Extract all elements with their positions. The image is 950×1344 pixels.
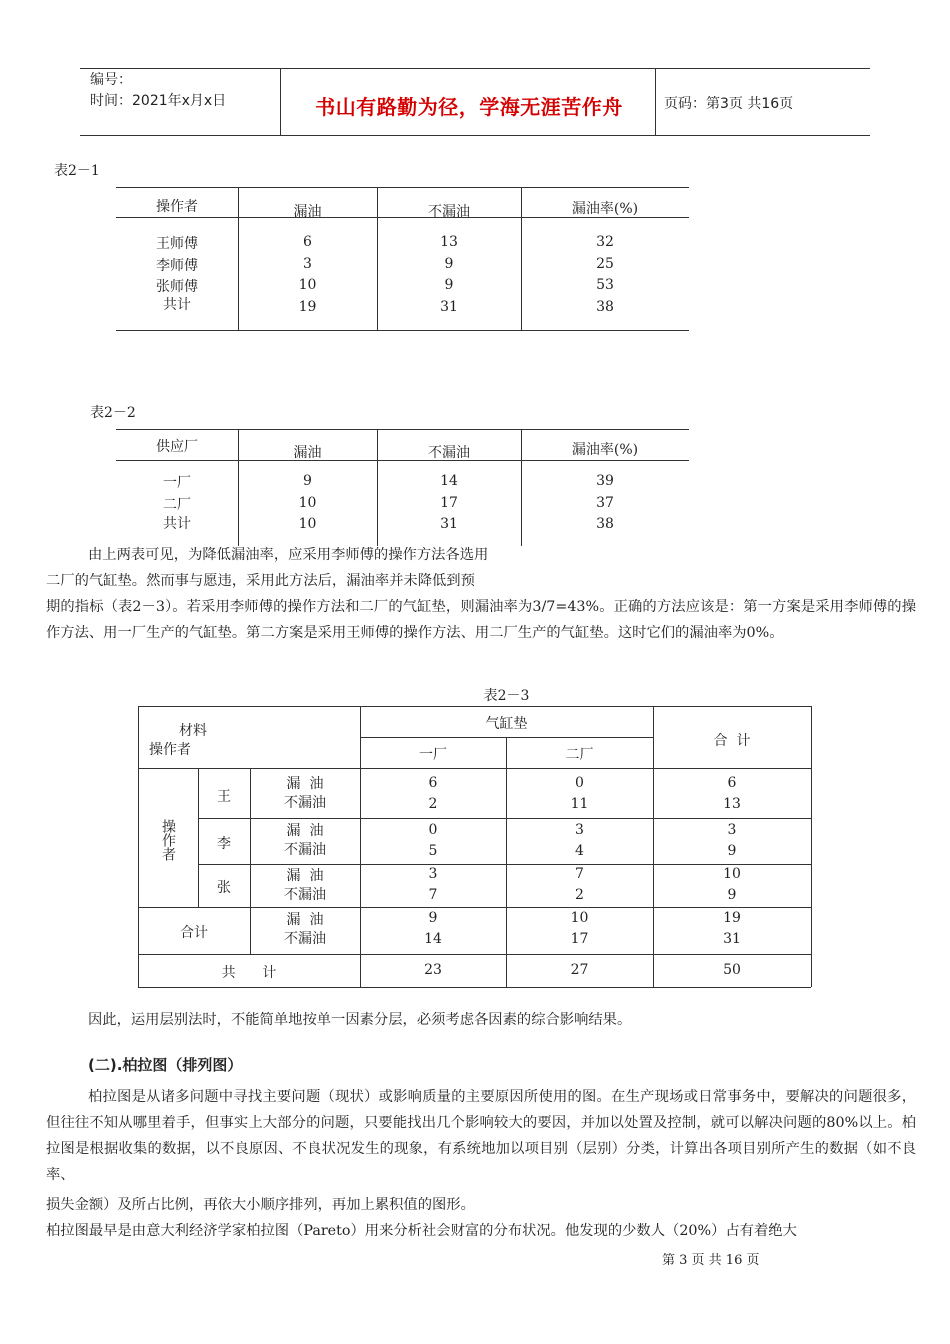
table2-col-supplier [116, 473, 238, 536]
table1-caption: 表2－1 [54, 163, 100, 179]
table3-corner-top: 材料 [179, 723, 207, 739]
table1-cell: 38 [596, 298, 614, 315]
table3-cell: 4 [575, 842, 584, 859]
table3-cell-pair [506, 773, 653, 815]
table3-cell: 10 [723, 866, 741, 882]
paragraph-body: 期的指标（表2－3）。若采用李师傅的操作方法和二厂的气缸垫，则漏油率为3/7=43%。正确的方法应该是：第一方案是采用李师傅的操作方法、用一厂生产的气缸垫。第二方案是采用王师傅的操作方法、用二厂生产的气缸垫。这时它们的漏油率为0%。 [46, 599, 916, 641]
table1-cell: 32 [596, 234, 614, 250]
table3-cell-pair [653, 908, 811, 950]
table3-operator-name: 李 [217, 836, 231, 852]
table3-cell-pair [360, 773, 506, 815]
paragraph-line: 二厂的气缸垫。然而事与愿违，采用此方法后，漏油率并未降低到预 [46, 573, 475, 589]
table3-cell: 7 [428, 886, 438, 903]
table3-noleak-label: 不漏油 [284, 930, 326, 947]
paragraph-line: 由上两表可见，为降低漏油率，应采用李师傅的操作方法各选用 [88, 547, 489, 563]
table3-leak-labels [250, 910, 360, 950]
table2-cell: 10 [298, 494, 317, 511]
table1-cell: 6 [303, 234, 312, 250]
table1-header-operator: 操作者 [156, 199, 198, 215]
table3-cell: 50 [723, 962, 741, 978]
paragraph-body: 因此，运用层别法时，不能简单地按单一因素分层，必须考虑各因素的综合影响结果。 [88, 1012, 632, 1028]
table2-header-noleak: 不漏油 [428, 445, 470, 461]
table3-noleak-label: 不漏油 [284, 841, 326, 858]
table3-cell: 2 [575, 886, 584, 903]
table1-col-leak [238, 232, 377, 318]
table3-grand-label: 共 计 [221, 965, 277, 981]
table1-cell: 王师傅 [156, 236, 198, 252]
table3-cell: 19 [723, 910, 741, 926]
table1-cell: 3 [303, 255, 312, 272]
table2-cell: 二厂 [163, 496, 191, 513]
table3-cell-pair [653, 864, 811, 906]
table1-cell: 13 [440, 234, 458, 250]
table3-cell: 0 [575, 775, 584, 791]
table2-header-rate: 漏油率(%) [571, 442, 639, 458]
table3-cell-pair [360, 864, 506, 906]
table3-col1-header: 一厂 [419, 747, 447, 763]
table3-group-header: 气缸垫 [485, 716, 528, 732]
table2-cell: 共计 [163, 516, 191, 532]
paragraph-line: 损失金额）及所占比例，再依大小顺序排列，再加上累积值的图形。 [46, 1197, 475, 1213]
table3-corner-bottom: 操作者 [149, 742, 191, 758]
table3-cell: 9 [727, 886, 737, 903]
table1-cell: 李师傅 [156, 257, 198, 274]
table2-header-supplier: 供应厂 [156, 439, 198, 455]
table3-caption: 表2－3 [483, 688, 530, 704]
table3-cell: 3 [727, 822, 737, 838]
table3-leak-label: 漏 油 [286, 868, 324, 884]
table3-cell: 23 [424, 962, 442, 978]
table3-cell: 17 [570, 930, 589, 947]
table1-header-leak: 漏油 [293, 204, 322, 220]
table3-cell: 5 [428, 842, 438, 859]
table3-cell-pair [360, 820, 506, 862]
table3-leak-labels [250, 774, 360, 814]
document-number-label: 编号： [90, 72, 132, 88]
table1-col-noleak [377, 232, 521, 318]
table3-cell: 6 [727, 775, 737, 791]
table2-cell: 38 [596, 516, 614, 532]
paragraph-body: 柏拉图是从诸多问题中寻找主要问题（现状）或影响质量的主要原因所使用的图。在生产现场或日常事务中，要解决的问题很多，但往往不知从哪里着手，但事实上大部分的问题，只要能找出几个影响较大的要因，并加以处置及控制，就可以解决问题的80%以上。柏拉图是根据收集的数据，以不良原因、不良状况发生的现象，有系统地加以项目别（层别）分类，计算出各项目别所产生的数据（如不良率、 [46, 1089, 916, 1183]
table3-cell: 27 [570, 962, 589, 978]
table3-cell: 3 [428, 866, 438, 882]
table2-cell: 一厂 [163, 475, 191, 491]
table3-cell-pair [653, 820, 811, 862]
table3-cell: 31 [723, 930, 741, 947]
table1-cell: 25 [596, 255, 614, 272]
table3-col2-header: 二厂 [565, 747, 594, 763]
table2-cell: 9 [303, 473, 312, 489]
table2-col-noleak [377, 471, 521, 536]
table3-cell: 7 [575, 866, 584, 882]
table3-operator-name: 王 [217, 789, 231, 805]
table2-cell: 17 [440, 494, 458, 511]
header-page-info: 页码：第3页 共16页 [664, 96, 794, 112]
table1-header-rate: 漏油率(%) [571, 201, 639, 217]
table3-cell: 3 [575, 822, 584, 838]
table1-cell: 张师傅 [156, 279, 198, 295]
table1-cell: 53 [596, 277, 614, 293]
table3-cell: 6 [428, 775, 438, 791]
header-motto: 书山有路勤为径，学海无涯苦作舟 [315, 95, 623, 119]
table1-col-rate [521, 232, 689, 318]
table1-cell: 10 [298, 277, 317, 293]
document-time-label: 时间：2021年x月x日 [90, 93, 227, 109]
table3-total-header: 合 计 [713, 733, 751, 749]
table2-caption: 表2－2 [90, 405, 136, 421]
table3-operator-name: 张 [217, 880, 231, 896]
table3-subtotal-label: 合计 [180, 925, 208, 941]
table1-cell: 9 [444, 277, 454, 293]
table2-cell: 39 [596, 473, 614, 489]
table2-cell: 37 [596, 494, 614, 511]
paragraph-line: 柏拉图最早是由意大利经济学家柏拉图（Pareto）用来分析社会财富的分布状况。他发现的少数人（20%）占有着绝大 [46, 1223, 797, 1239]
table2-cell: 10 [298, 516, 317, 532]
table2-col-rate [521, 471, 689, 536]
table3-cell: 11 [570, 795, 589, 812]
table3-leak-label: 漏 油 [286, 823, 324, 839]
table1-header-noleak: 不漏油 [428, 204, 470, 220]
table2-header-leak: 漏油 [293, 445, 322, 461]
table3-cell: 0 [428, 822, 438, 838]
section-title: (二).柏拉图（排列图） [88, 1056, 243, 1074]
table3-cell: 10 [570, 910, 589, 926]
table2-col-leak [238, 471, 377, 536]
table3-cell: 2 [428, 795, 438, 812]
table3-leak-labels [250, 866, 360, 906]
table3-leak-labels [250, 821, 360, 861]
table3-noleak-label: 不漏油 [284, 794, 326, 811]
table2-cell: 31 [440, 516, 458, 532]
page-footer: 第 3 页 共 16 页 [662, 1253, 760, 1268]
table3-cell: 9 [428, 910, 438, 926]
table3-noleak-label: 不漏油 [284, 886, 326, 903]
table1-cell: 31 [440, 298, 458, 315]
table1-cell: 9 [444, 255, 454, 272]
table3-cell: 9 [727, 842, 737, 859]
table3-leak-label: 漏 油 [286, 776, 324, 792]
table3-cell-pair [506, 908, 653, 950]
table1-cell: 19 [298, 298, 317, 315]
table1-cell: 共计 [163, 296, 191, 313]
table3-cell: 14 [424, 930, 442, 947]
table3-side-label: 操作者 [160, 819, 176, 861]
table3-cell-pair [653, 773, 811, 815]
table3-cell-pair [360, 908, 506, 950]
table3-cell-pair [506, 864, 653, 906]
table3-cell-pair [506, 820, 653, 862]
table3-cell: 13 [723, 795, 741, 812]
table1-col-operator [116, 234, 238, 316]
table3-leak-label: 漏 油 [286, 912, 324, 928]
table2-cell: 14 [440, 473, 458, 489]
